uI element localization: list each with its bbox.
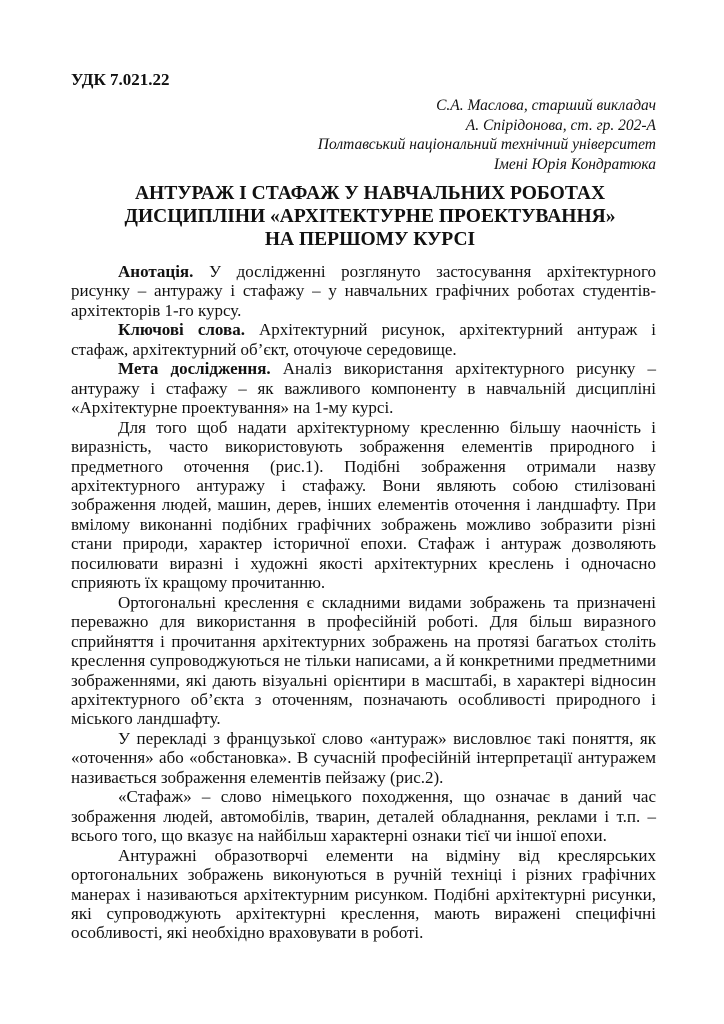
text-line xyxy=(71,671,656,690)
text-line xyxy=(71,554,656,573)
line-text: посилювати виразні і художні якості архітектурних креслень і одночасно xyxy=(71,553,656,573)
text-line xyxy=(71,923,656,942)
text-line xyxy=(71,359,656,378)
text-line xyxy=(71,534,656,553)
line-text: рисунку – антуражу і стафажу – у навчальних графічних роботах студентів- xyxy=(71,281,656,301)
paragraph xyxy=(71,846,656,943)
line-text: сприйняття і прочитання архітектурних зображень на протязі багатьох століть xyxy=(71,631,656,651)
text-line xyxy=(71,457,656,476)
text-line xyxy=(71,281,656,300)
line-text: антуражу і стафажу – як важливого компоненту в навчальній дисципліні xyxy=(71,378,656,398)
line-text: стани природи, характер історичної епохи. Стафаж і антураж дозволяють xyxy=(71,534,656,554)
line-text: всього того, що вказує на найбільш характерні ознаки тієї чи іншої епохи. xyxy=(71,826,607,846)
title-line: АНТУРАЖ І СТАФАЖ У НАВЧАЛЬНИХ РОБОТАХ xyxy=(134,183,606,204)
text-line xyxy=(71,476,656,495)
paragraph xyxy=(71,418,656,593)
text-line xyxy=(71,379,656,398)
line-text: особливості, які необхідно враховувати в роботі. xyxy=(71,923,424,943)
text-line xyxy=(71,437,656,456)
paragraph-keyword: Ключові слова. xyxy=(118,320,245,340)
line-text: «оточення» або «обстановка». В сучасній професійній інтерпретації антуражем xyxy=(71,748,656,768)
line-text: зображеннями, які дають візуальні орієнтири в масштабі, в характері відносин xyxy=(71,670,656,690)
line-text: Аналіз використання архітектурного рисунку – xyxy=(270,359,656,379)
text-line xyxy=(71,320,656,339)
paragraph xyxy=(71,320,656,359)
line-text: предметного оточення (рис.1). Подібні зображення отримали назву xyxy=(71,456,656,476)
article-title xyxy=(60,182,680,251)
text-line xyxy=(71,573,656,592)
text-line xyxy=(71,787,656,806)
udk-code: УДК 7.021.22 xyxy=(71,70,170,89)
line-text: Ортогональні креслення є складними видами зображень та призначені xyxy=(118,592,656,612)
text-line xyxy=(71,846,656,865)
paragraph xyxy=(71,593,656,729)
text-line xyxy=(71,748,656,767)
affiliation-line: Полтавський національний технічний університет xyxy=(317,136,656,154)
line-text: Архітектурний рисунок, архітектурний антураж і xyxy=(244,320,656,340)
paragraph xyxy=(71,262,656,320)
line-text: У перекладі з французької слово «антураж» висловлює такі поняття, як xyxy=(118,728,656,748)
text-line xyxy=(71,515,656,534)
author-line: С.А. Маслова, старший викладач xyxy=(436,97,656,114)
text-line xyxy=(71,768,656,787)
paragraph xyxy=(71,787,656,845)
text-line xyxy=(71,398,656,417)
text-line xyxy=(71,612,656,631)
text-line xyxy=(71,418,656,437)
text-line xyxy=(71,593,656,612)
text-line xyxy=(71,690,656,709)
text-line xyxy=(71,495,656,514)
article-body xyxy=(71,262,656,943)
line-text: Антуражні образотворчі елементи на відміну від креслярських xyxy=(118,845,656,865)
author-block xyxy=(318,96,656,174)
line-text: зображення людей, машин, дерев, інших елементів оточення і ландшафту. При xyxy=(71,495,656,515)
text-line xyxy=(71,826,656,845)
line-text: «Стафаж» – слово німецького походження, що означає в даний час xyxy=(118,787,656,807)
text-line xyxy=(71,632,656,651)
text-line xyxy=(71,729,656,748)
line-text: архітектурного антуражу і стафажу. Вони являють собою стилізовані xyxy=(71,475,656,495)
author-line: А. Спірідонова, ст. гр. 202-А xyxy=(465,116,656,134)
line-text: зображення людей, автомобілів, тварин, деталей обладнання, реклами і т.п. – xyxy=(71,806,656,826)
text-line xyxy=(71,301,656,320)
line-text: архітекторів 1-го курсу. xyxy=(71,300,242,320)
paragraph xyxy=(71,359,656,417)
title-line: НА ПЕРШОМУ КУРСІ xyxy=(264,229,476,250)
paragraph-keyword: Анотація. xyxy=(118,262,194,281)
line-text: називається зображення елементів пейзажу (рис.2). xyxy=(71,767,444,787)
line-text: манерах і називаються архітектурним рисунком. Подібні архітектурні рисунки, xyxy=(71,884,656,904)
affiliation-line: Імені Юрія Кондратюка xyxy=(493,155,656,173)
line-text: креслення супроводжуються не тільки написами, а й конкретними предметними xyxy=(71,651,656,671)
line-text: Для того щоб надати архітектурному кресленню більшу наочність і xyxy=(118,417,656,437)
text-line xyxy=(71,340,656,359)
line-text: переважно для використання в професійній роботі. Для більш виразного xyxy=(71,612,656,632)
line-text: У дослідженні розглянуто застосування архітектурного xyxy=(193,262,656,281)
paragraph xyxy=(71,729,656,787)
text-line xyxy=(71,807,656,826)
text-line xyxy=(71,865,656,884)
text-line xyxy=(71,709,656,728)
line-text: які супроводжують архітектурні креслення, мають виражені специфічні xyxy=(71,903,656,923)
line-text: «Архітектурне проектування» на 1-му курсі. xyxy=(71,398,394,418)
text-line xyxy=(71,904,656,923)
text-line xyxy=(71,885,656,904)
paragraph-keyword: Мета дослідження. xyxy=(118,359,271,379)
line-text: стафаж, архітектурний об’єкт, оточуюче середовище. xyxy=(71,339,457,359)
line-text: архітектурного об’єкта з оточенням, позначають особливості природного і xyxy=(71,689,656,709)
line-text: сприяють їх кращому прочитанню. xyxy=(71,573,326,593)
line-text: ортогональних зображень виконуються в ручній техніці і різних графічних xyxy=(71,865,656,885)
line-text: вмілому виконанні подібних графічних зображень можливо зобразити різні xyxy=(71,514,656,534)
text-line xyxy=(71,651,656,670)
text-line xyxy=(71,262,656,281)
title-line: ДИСЦИПЛІНИ «АРХІТЕКТУРНЕ ПРОЕКТУВАННЯ» xyxy=(124,206,616,227)
line-text: міського ландшафту. xyxy=(71,709,221,729)
line-text: виразність, часто використовують зображення елементів природного і xyxy=(71,437,656,457)
